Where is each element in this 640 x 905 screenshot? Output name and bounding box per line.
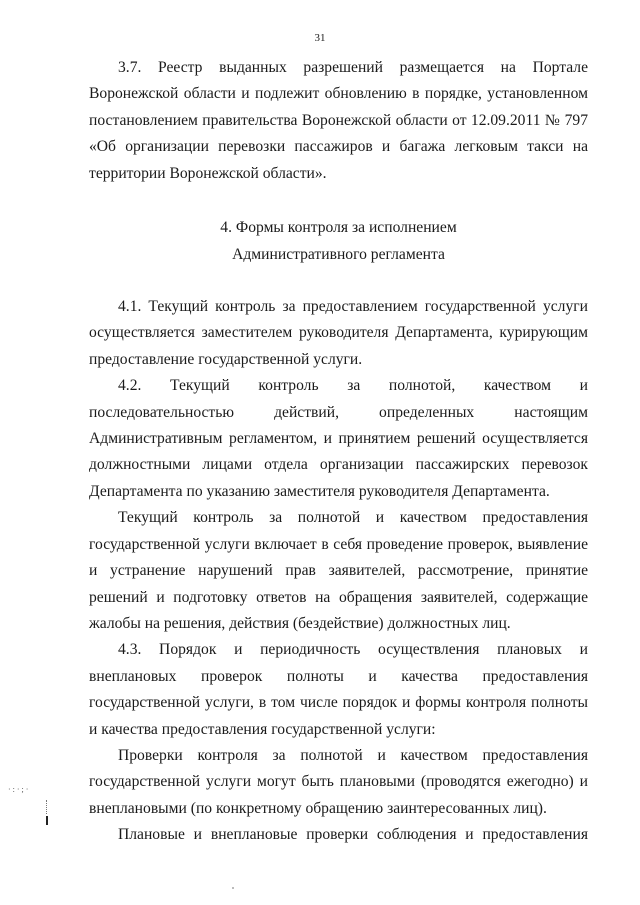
page-number: 31 bbox=[314, 32, 326, 44]
paragraph-4-2: 4.2. Текущий контроль за полнотой, качеством и последовательностью действий, определенных настоящим Административным регламентом, и принятием решений осуществляется должностными лицами отдела организации пассажирских перевозок Департамента по указанию заместителя руководителя Департамента. bbox=[89, 377, 588, 500]
paragraph-planned-inspections: Плановые и внеплановые проверки соблюдения и предоставления bbox=[118, 826, 588, 844]
paragraph-inspections: Проверки контроля за полнотой и качеством предоставления государственной услуги могут быть плановыми (проводятся ежегодно) и внеплановыми (по конкретному обращению заинтересованных лиц). bbox=[89, 746, 588, 817]
paragraph-4-3: 4.3. Порядок и периодичность осуществления плановых и внеплановых проверок полноты и качества предоставления государственной услуги, в том числе порядок и формы контроля полноты и качества предоставления государственной услуги: bbox=[89, 641, 588, 738]
paragraph-3-7: 3.7. Реестр выданных разрешений размещается на Портале Воронежской области и подлежит обновлению в порядке, установленном постановлением правительства Воронежской области от 12.09.2011 № 797 «Об организации перевозки пассажиров и багажа легковым такси на территории Воронежской области». bbox=[89, 59, 588, 182]
section-heading-line-1: 4. Формы контроля за исполнением bbox=[220, 219, 457, 237]
scan-artifact-left: ·:·;· bbox=[8, 785, 31, 794]
paragraph-current-control: Текущий контроль за полнотой и качеством предоставления государственной услуги включает в себя проведение проверок, выявление и устранение нарушений прав заявителей, рассмотрение, принятие решений и подготовку ответов на обращения заявителей, содержащие жалобы на решения, действия (бездействие) должностных лиц. bbox=[89, 509, 588, 632]
scan-artifact-margin bbox=[44, 800, 50, 825]
scan-artifact-tick bbox=[46, 816, 48, 825]
section-heading-line-2: Административного регламента bbox=[232, 246, 445, 264]
paragraph-4-1: 4.1. Текущий контроль за предоставлением государственной услуги осуществляется заместителем руководителя Департамента, курирующим предоставление государственной услуги. bbox=[89, 298, 588, 368]
document-body bbox=[89, 55, 588, 849]
section-heading bbox=[89, 214, 588, 268]
scan-artifact-dot bbox=[232, 887, 234, 889]
scan-artifact-dotline bbox=[46, 800, 48, 814]
